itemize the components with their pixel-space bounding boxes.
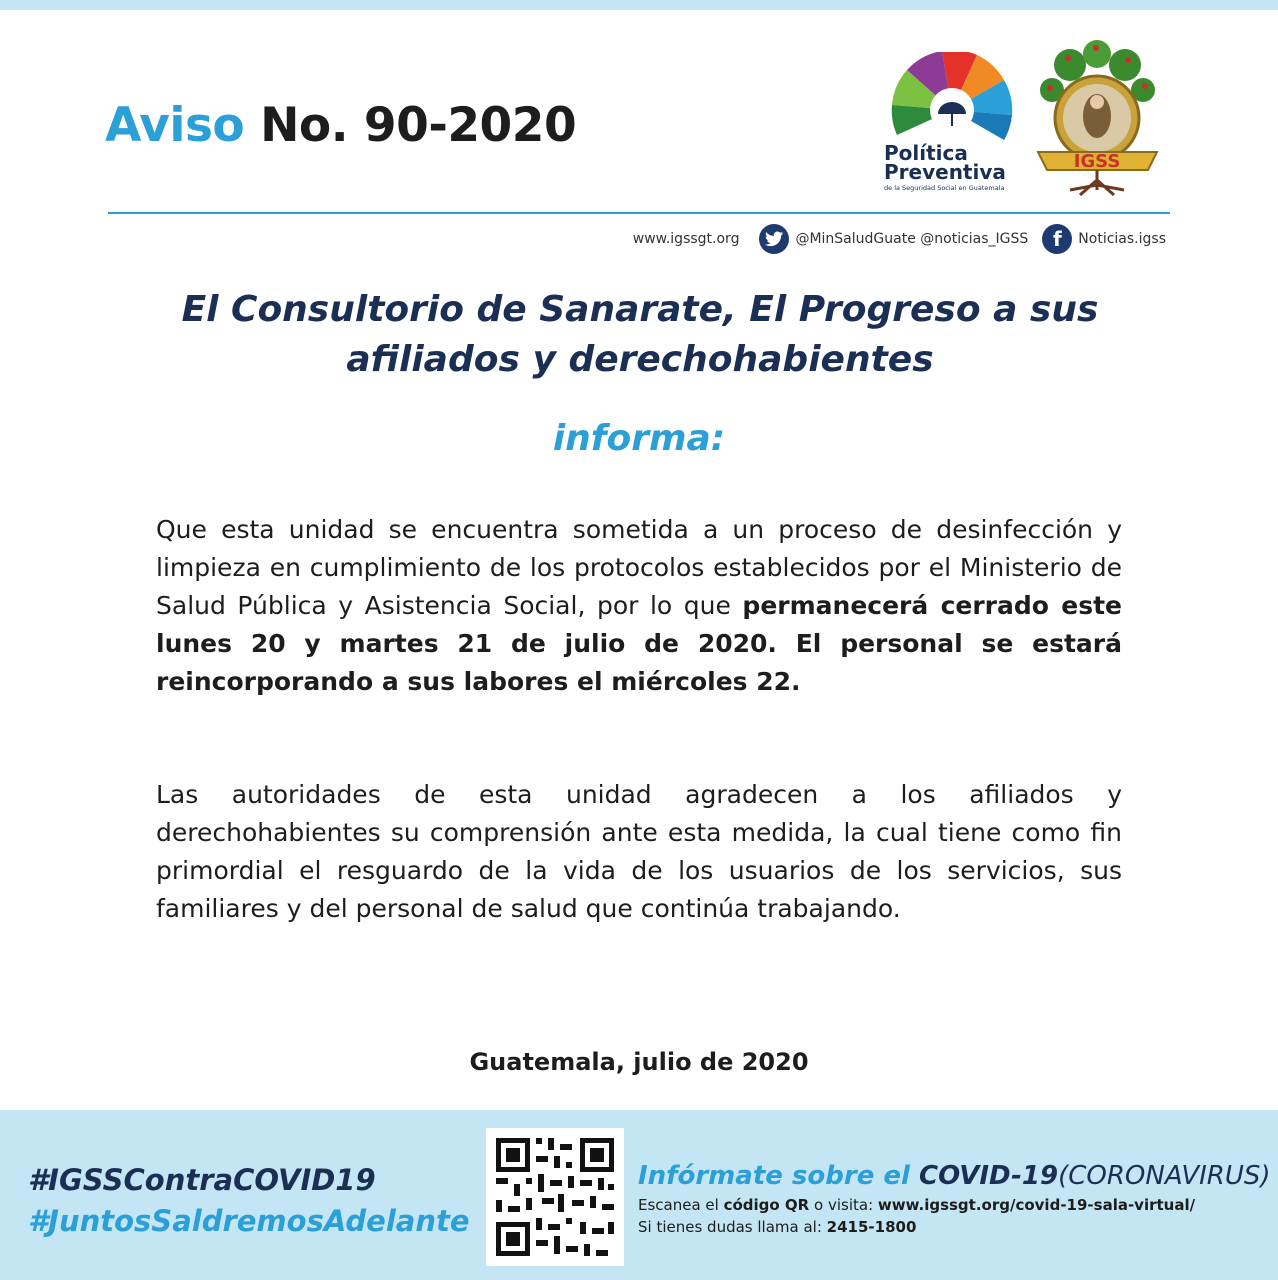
heading-line2: afiliados y derechohabientes [346,339,934,380]
scan-bold: código QR [723,1196,810,1214]
aviso-word: Aviso [105,98,245,153]
hashtag-1: #IGSSContraCOVID19 [28,1163,376,1197]
facebook-link[interactable] [1042,224,1166,254]
header-divider [108,212,1170,214]
page-title [105,98,576,153]
covid-info-heading [638,1158,1271,1194]
covid-info [638,1158,1271,1238]
politica-line2: Preventiva [884,160,1006,184]
twitter-icon [759,224,789,254]
scan-pre: Escanea el [638,1196,724,1214]
politica-sub: de la Seguridad Social en Guatemala [884,184,1005,192]
notice-heading [120,285,1160,385]
body-paragraph-2: Las autoridades de esta unidad agradecen a los afiliados y derechohabientes su comprensión ante esta medida, la cual tiene como fin primordial el resguardo de la vida de los usuarios de los servicios, sus familiares y del personal de salud que continúa trabajando. [156,780,1122,923]
website-text: www.igssgt.org [632,231,740,247]
heading-line1: El Consultorio de Sanarate, El Progreso a sus [181,289,1099,330]
p1-normal-text: Que esta unidad se encuentra sometida a un proceso de desinfección y limpieza en cumplimiento de los protocolos establecidos por el Ministerio de Salud Pública y Asistencia Social, por lo que [156,515,1122,620]
igss-logo [1030,40,1165,200]
facebook-handle: Noticias.igss [1078,231,1166,247]
info-covid: COVID-19 [919,1161,1059,1191]
politica-line1: Política [884,141,968,165]
social-links [619,224,1166,254]
informa-label: informa: [552,418,726,459]
twitter-link[interactable] [759,224,1028,254]
phone-line [638,1216,1271,1238]
body-paragraph-1 [156,511,1122,701]
covid-url-link[interactable]: www.igssgt.org/covid-19-sala-virtual/ [877,1196,1196,1214]
qr-code[interactable] [486,1128,624,1266]
twitter-handles: @MinSaludGuate @noticias_IGSS [795,231,1029,247]
website-link[interactable] [633,231,740,247]
phone-number[interactable]: 2415-1800 [826,1218,917,1236]
politica-preventiva-logo [880,52,1025,197]
hashtag-2: #JuntosSaldremosAdelante [28,1204,470,1238]
info-coronavirus: (CORONAVIRUS) [1058,1161,1271,1191]
phone-pre: Si tienes dudas llama al: [638,1218,827,1236]
scan-mid: o visita: [809,1196,878,1214]
igss-logo-text: IGSS [1073,151,1121,172]
date-line: Guatemala, julio de 2020 [469,1048,809,1076]
scan-line [638,1194,1271,1216]
facebook-icon: f [1042,224,1072,254]
aviso-number: No. 90-2020 [260,98,577,153]
hashtags [28,1160,470,1242]
info-lead: Infórmate sobre el [638,1161,919,1191]
p1-bold-text: permanecerá cerrado este lunes 20 y martes 21 de julio de 2020. El personal se estará reincorporando a sus labores el miércoles 22. [156,591,1122,696]
top-accent-bar [0,0,1278,10]
